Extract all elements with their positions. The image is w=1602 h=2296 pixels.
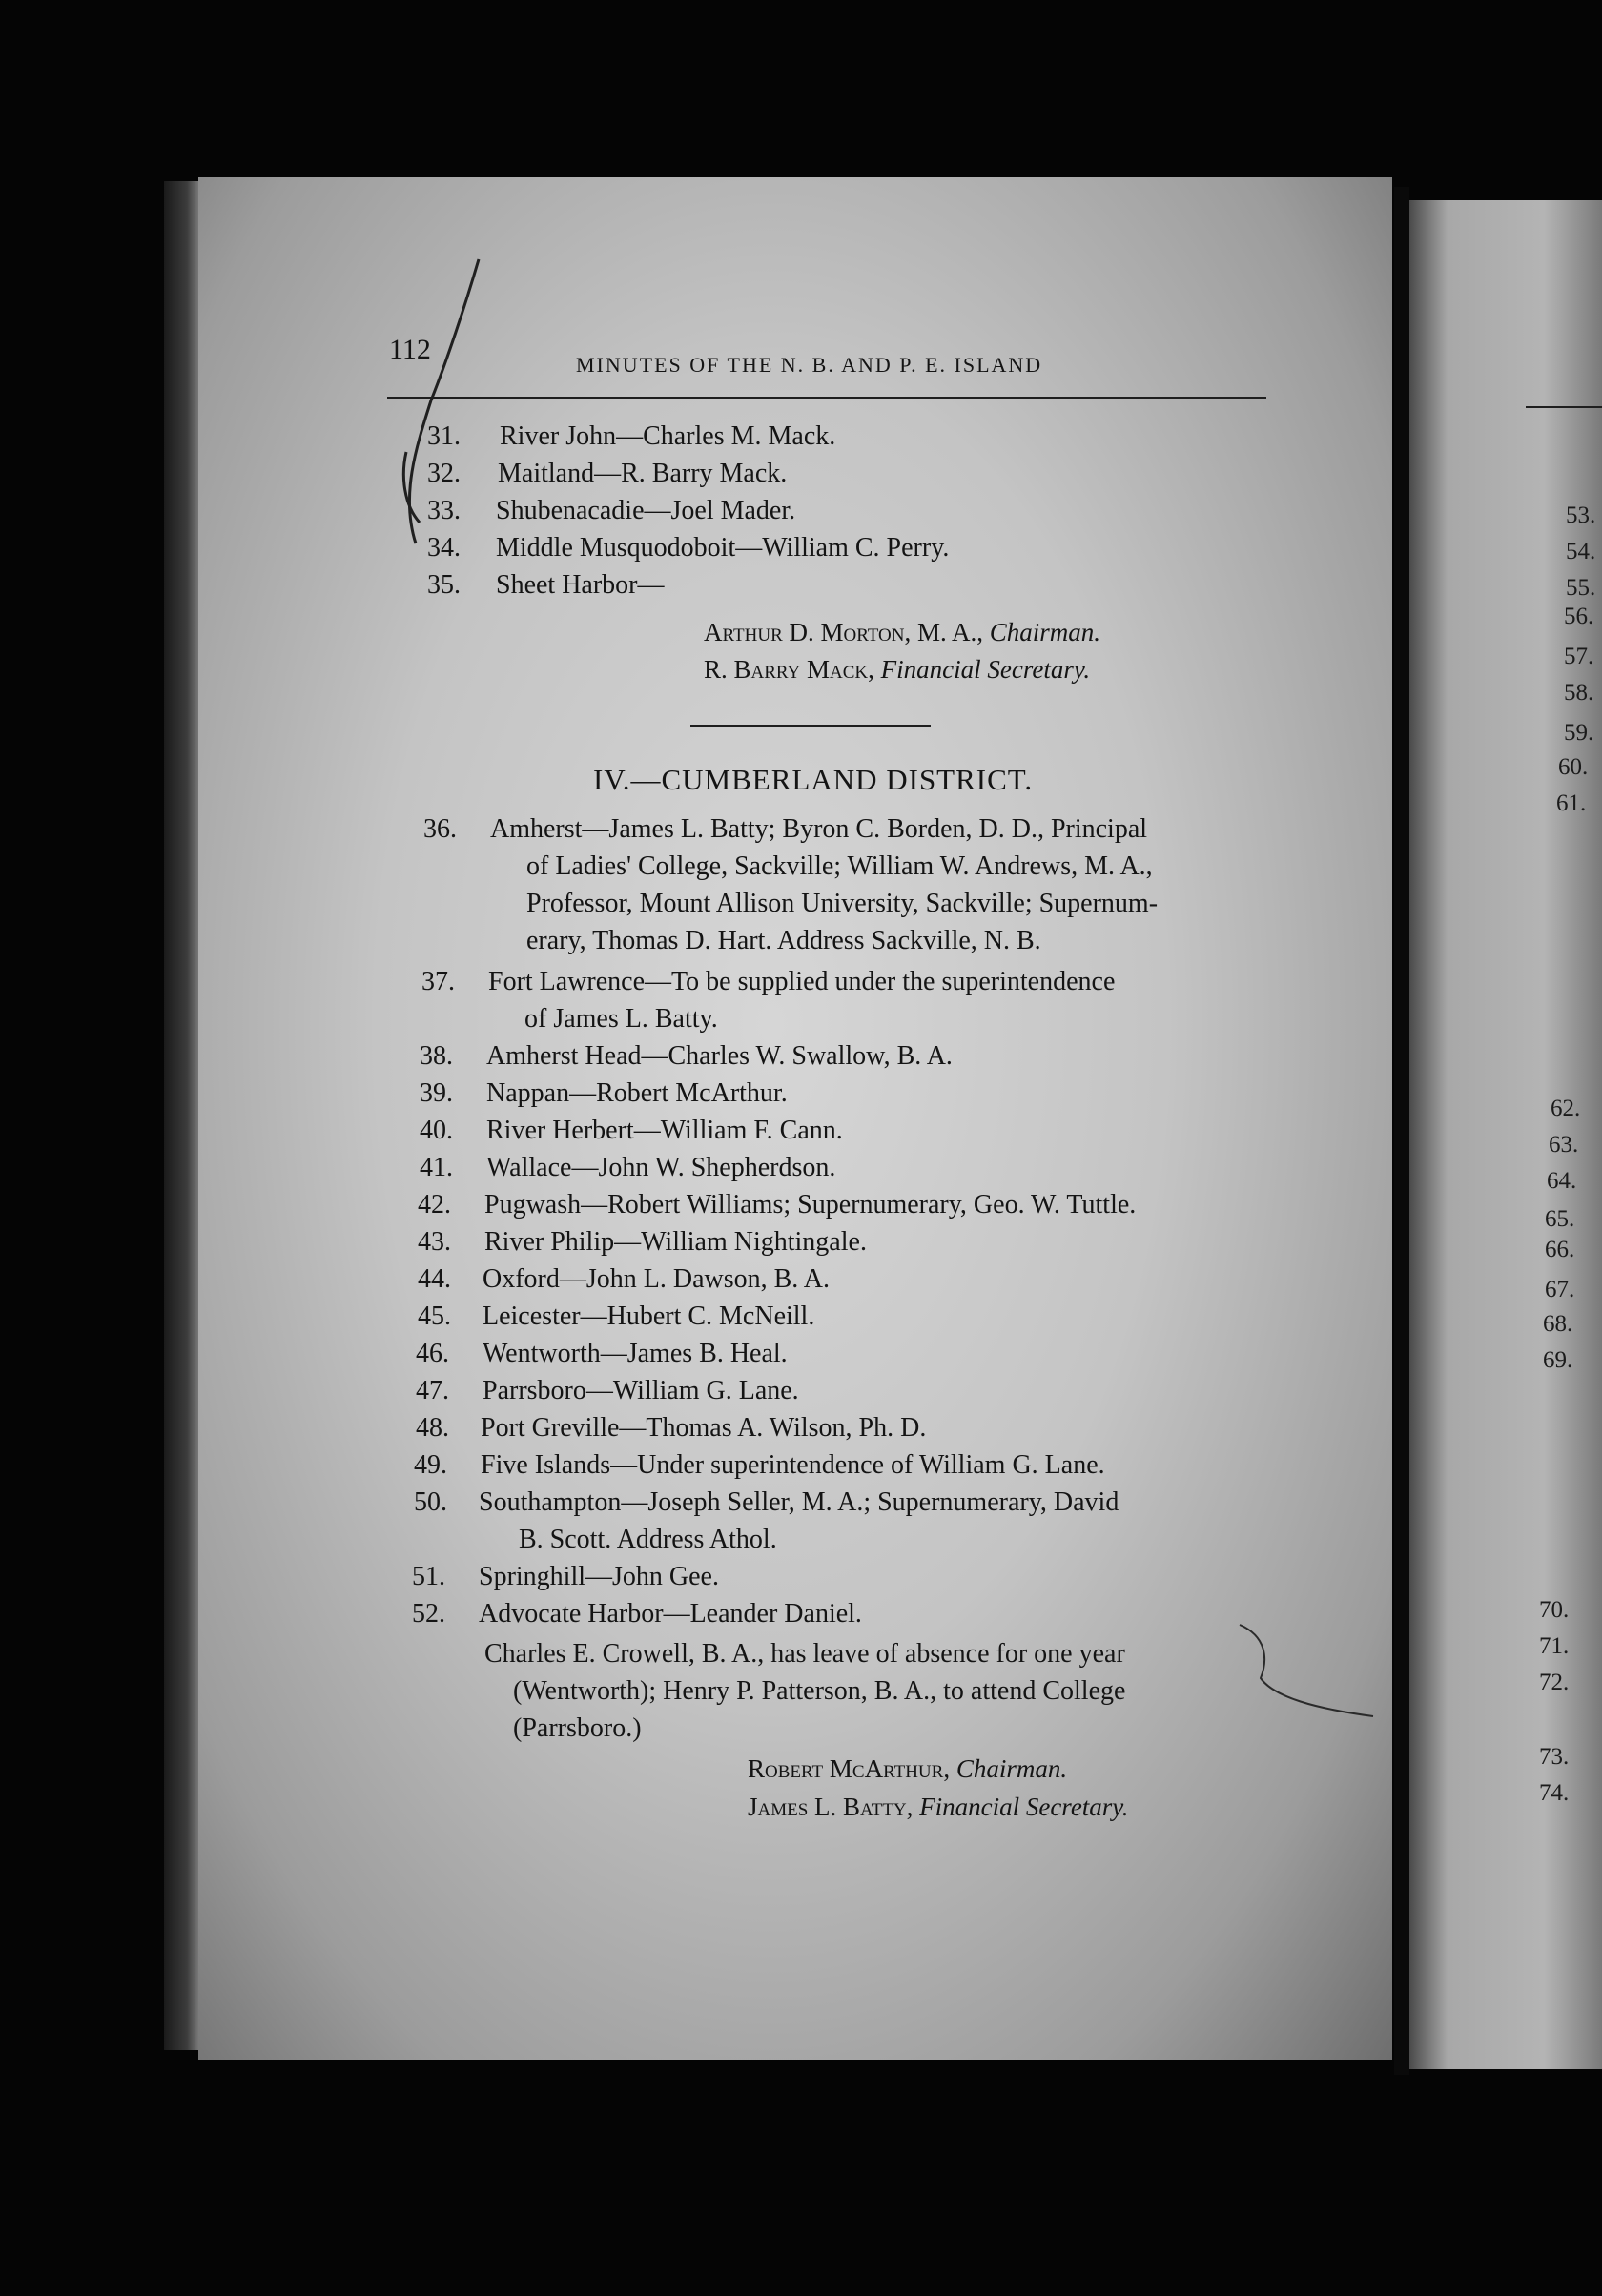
entry-number: 36.: [423, 814, 457, 844]
entry-number: 43.: [418, 1227, 451, 1257]
district-heading: IV.—CUMBERLAND DISTRICT.: [593, 763, 1034, 796]
entry-number: 47.: [416, 1376, 449, 1405]
signature-name: Robert McArthur,: [748, 1754, 951, 1783]
signature-role: Financial Secretary.: [880, 655, 1091, 684]
entry-number: 51.: [412, 1562, 445, 1591]
entry-line: of James L. Batty.: [524, 1004, 718, 1034]
signature-role: Financial Secretary.: [919, 1793, 1129, 1821]
facing-entry-number: 57.: [1564, 644, 1594, 669]
facing-entry-number: 64.: [1547, 1168, 1577, 1194]
entry-number: 52.: [412, 1599, 445, 1629]
facing-entry-number: 65.: [1545, 1206, 1575, 1232]
facing-entry-number: 69.: [1543, 1347, 1573, 1373]
entry-number: 50.: [414, 1487, 447, 1517]
entry-line: Fort Lawrence—To be supplied under the superintendence: [488, 967, 1116, 996]
entry-number: 33.: [427, 496, 461, 525]
facing-entry-number: 71.: [1539, 1633, 1570, 1659]
entry-number: 35.: [427, 570, 461, 600]
entry-text: Wallace—John W. Shepherdson.: [486, 1153, 836, 1182]
entry-number: 40.: [420, 1116, 453, 1145]
entry-text: River Herbert—William F. Cann.: [486, 1116, 843, 1145]
entry-text: Oxford—John L. Dawson, B. A.: [483, 1264, 830, 1294]
entry-text: Port Greville—Thomas A. Wilson, Ph. D.: [481, 1413, 927, 1443]
facing-entry-number: 62.: [1551, 1096, 1581, 1121]
facing-entry-number: 54.: [1566, 539, 1596, 564]
facing-entry-number: 60.: [1558, 754, 1589, 780]
signature-role: Chairman.: [955, 1754, 1068, 1783]
facing-entry-number: 72.: [1539, 1670, 1570, 1695]
facing-entry-number: 74.: [1539, 1780, 1570, 1806]
facing-entry-number: 68.: [1543, 1311, 1573, 1337]
entry-number: 41.: [420, 1153, 453, 1182]
entry-text: River John—Charles M. Mack.: [500, 421, 836, 451]
entry-text: Leicester—Hubert C. McNeill.: [483, 1302, 815, 1331]
margin-pencil-mark: [409, 259, 479, 543]
entry-text: Springhill—John Gee.: [479, 1562, 719, 1591]
entry-text: Amherst Head—Charles W. Swallow, B. A.: [486, 1041, 953, 1071]
facing-entry-number: 58.: [1564, 680, 1594, 706]
entry-text: Shubenacadie—Joel Mader.: [496, 496, 796, 525]
entry-number: 46.: [416, 1339, 449, 1368]
entry-number: 34.: [427, 533, 461, 563]
entry-line: B. Scott. Address Athol.: [519, 1525, 777, 1554]
entry-number: 32.: [427, 459, 461, 488]
entry-text: Middle Musquodoboit—William C. Perry.: [496, 533, 950, 563]
note-line: (Wentworth); Henry P. Patterson, B. A., to attend College: [513, 1676, 1126, 1706]
entry-line: erary, Thomas D. Hart. Address Sackville, N. B.: [526, 926, 1041, 955]
margin-pencil-mark: [1240, 1625, 1373, 1716]
entry-text: Wentworth—James B. Heal.: [483, 1339, 788, 1368]
signature-name: R. Barry Mack,: [704, 655, 874, 684]
facing-entry-number: 63.: [1549, 1132, 1579, 1158]
facing-entry-number: 55.: [1566, 575, 1596, 601]
entry-line: Amherst—James L. Batty; Byron C. Borden, D. D., Principal: [490, 814, 1148, 844]
entry-text: Parrsboro—William G. Lane.: [483, 1376, 799, 1405]
note-line: (Parrsboro.): [513, 1713, 642, 1743]
facing-entry-number: 56.: [1564, 604, 1594, 629]
entry-line: of Ladies' College, Sackville; William W. Andrews, M. A.,: [526, 851, 1153, 881]
signature-role: Chairman.: [989, 618, 1101, 646]
entry-number: 48.: [416, 1413, 449, 1443]
entry-number: 45.: [418, 1302, 451, 1331]
facing-entry-number: 70.: [1539, 1597, 1570, 1623]
facing-entry-number: 73.: [1539, 1744, 1570, 1770]
margin-pencil-mark: [403, 452, 420, 523]
facing-entry-number: 61.: [1556, 790, 1587, 816]
running-title: MINUTES OF THE N. B. AND P. E. ISLAND: [576, 353, 1043, 377]
facing-entry-number: 53.: [1566, 502, 1596, 528]
entry-number: 37.: [421, 967, 455, 996]
page-number: 112: [389, 334, 431, 365]
note-line: Charles E. Crowell, B. A., has leave of absence for one year: [484, 1639, 1125, 1669]
entry-text: Sheet Harbor—: [496, 570, 665, 600]
entry-number: 38.: [420, 1041, 453, 1071]
entry-number: 31.: [427, 421, 461, 451]
entry-text: River Philip—William Nightingale.: [484, 1227, 867, 1257]
entry-number: 49.: [414, 1450, 447, 1480]
entry-number: 42.: [418, 1190, 451, 1220]
facing-entry-number: 59.: [1564, 720, 1594, 746]
signature-name: Arthur D. Morton, M. A.,: [704, 618, 983, 646]
entry-line: Professor, Mount Allison University, Sackville; Supernum-: [526, 889, 1159, 918]
signature-name: James L. Batty,: [748, 1793, 914, 1821]
entry-text: Five Islands—Under superintendence of William G. Lane.: [481, 1450, 1105, 1480]
entry-text: Advocate Harbor—Leander Daniel.: [479, 1599, 862, 1629]
entry-number: 39.: [420, 1078, 453, 1108]
entry-text: Pugwash—Robert Williams; Supernumerary, Geo. W. Tuttle.: [484, 1190, 1137, 1220]
facing-entry-number: 66.: [1545, 1237, 1575, 1262]
facing-entry-number: 67.: [1545, 1277, 1575, 1302]
entry-text: Nappan—Robert McArthur.: [486, 1078, 788, 1108]
entry-number: 44.: [418, 1264, 451, 1294]
entry-line: Southampton—Joseph Seller, M. A.; Supernumerary, David: [479, 1487, 1119, 1517]
entry-text: Maitland—R. Barry Mack.: [498, 459, 788, 488]
